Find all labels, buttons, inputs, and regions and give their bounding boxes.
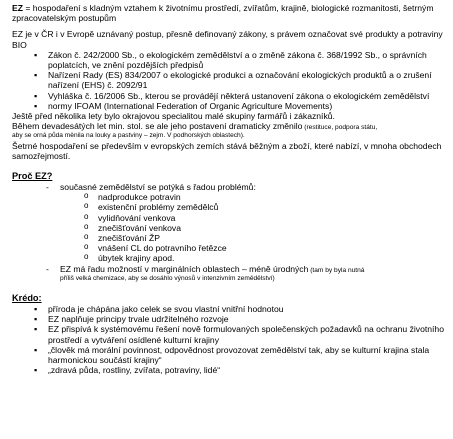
list-item: o vylidňování venkova [84,213,447,223]
list-item: o znečišťování venkova [84,223,447,233]
list-item: ▪ „zdravá půda, rostliny, zvířata, potraviny, lidé“ [34,365,447,375]
intro-term: EZ [12,3,23,13]
list-item: ▪ „člověk má morální povinnost, odpovědnost provozovat zemědělství tak, aby se kulturní krajina stala harmonickou součástí krajiny“ [34,345,447,365]
history-line-2 [12,121,447,132]
credo-list [34,304,447,375]
list-item: ▪ Vyhláška č. 16/2006 Sb., kterou se provádějí některá ustanovení zákona o ekologickém zemědělství [34,91,447,101]
list-item: o úbytek krajiny apod. [84,253,447,263]
why-heading: Proč EZ? [12,171,53,182]
list-item: o existenční problémy zemědělců [84,202,447,212]
why-point-2-note-continued: příliš velká chemizace, aby se dosáhlo výnosů v intenzivním zemědělství) [60,274,275,282]
spacer [12,283,447,289]
history-note: (restituce, podpora státu, [302,124,378,132]
history-note-continued: aby se orná půda měnila na louky a pastviny – zejm. V podhorských oblastech). [12,132,245,140]
intro-paragraph [12,3,447,23]
legislation-list [34,50,447,111]
list-item: o nadprodukce potravin [84,192,447,202]
list-item [46,264,447,283]
spacer [12,161,447,167]
problems-list [84,192,447,263]
recognized-text: EZ je v ČR i v Evropě uznávaný postup, přesně definovaný zákony, s právem označovat své produkty a potraviny BIO [12,29,443,50]
credo-heading: Krédo: [12,293,42,304]
list-item: ▪ EZ naplňuje principy trvale udržitelného rozvoje [34,314,447,324]
list-item: ▪ normy IFOAM (International Federation of Organic Agriculture Movements) [34,101,447,111]
why-point-1: současné zemědělství se potýká s řadou problémů: [60,182,256,193]
list-item: ▪ Zákon č. 242/2000 Sb., o ekologickém zemědělství a o změně zákona č. 368/1992 Sb., o správních poplatcích, ve znění pozdějších předpisů [34,50,447,70]
list-item: ▪ Nařízení Rady (ES) 834/2007 o ekologické produkci a označování ekologických produktů a o zrušení nařízení (EHS) č. 2092/91 [34,70,447,90]
why-list [46,182,447,283]
list-item [46,182,447,264]
why-point-2-note: (tam by byla nutná [308,266,365,274]
list-item: o vnášení CL do potravního řetězce [84,243,447,253]
intro-definition: = hospodaření s kladným vztahem k životnímu prostředí, zvířatům, krajině, biologické rozmanitosti, šetrným zpracovatelským postupům [12,3,434,24]
list-item: ▪ EZ přispívá k systémovému řešení nově formulovaných společenských požadavků na ochranu životního prostředí a vytváření osídlené kulturní krajiny [34,324,447,344]
list-item: o znečišťování ŽP [84,233,447,243]
history-line-4: Šetrné hospodaření se především v evropských zemích stává běžným a zboží, které nabízí, v mnoha obchodech samozřejmostí. [12,140,442,161]
history-line-1: Ještě před několika lety bylo okrajovou specialitou malé skupiny farmářů i zákazníků. [12,111,335,122]
list-item: ▪ příroda je chápána jako celek se svou vlastní vnitřní hodnotou [34,304,447,314]
history-line-2-text: Během devadesátých let min. stol. se ale jeho postavení dramaticky změnilo [12,121,303,132]
why-point-2: EZ má řadu možností v marginálních oblastech – méně úrodných [60,263,309,274]
